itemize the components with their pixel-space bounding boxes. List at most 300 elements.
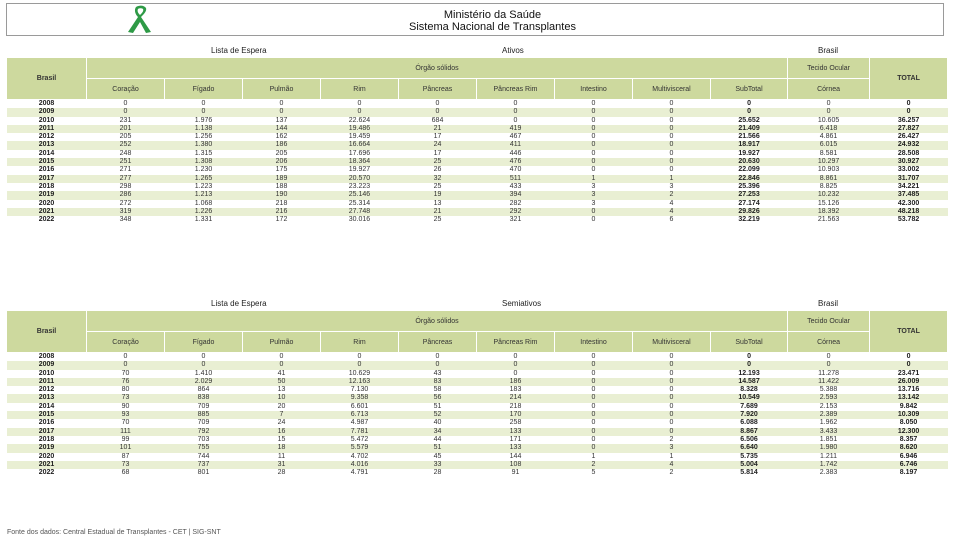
table-cell: 272 bbox=[119, 199, 132, 207]
table-cell: 24 bbox=[277, 419, 286, 427]
table-cell: 0 bbox=[123, 353, 128, 360]
table-cell: 10.903 bbox=[817, 166, 840, 174]
table-cell: 22.624 bbox=[348, 116, 371, 124]
table-cell: 27.174 bbox=[738, 199, 760, 207]
table-cell: 9.358 bbox=[321, 394, 399, 402]
header-orgaos-solidos: Órgão sólidos bbox=[87, 311, 788, 332]
table-row bbox=[7, 436, 948, 444]
table-cell: 20 bbox=[277, 402, 286, 410]
header-cornea: Córnea bbox=[788, 79, 870, 100]
table-ativos bbox=[6, 57, 948, 224]
table-cell: 2.383 bbox=[819, 469, 838, 477]
table-cell: 0 bbox=[165, 361, 243, 369]
table-cell: 4.987 bbox=[350, 419, 369, 427]
table-cell: 3.433 bbox=[788, 428, 870, 436]
table-cell: 6.640 bbox=[711, 444, 788, 452]
table-cell: 709 bbox=[197, 402, 210, 410]
table-cell: 1.315 bbox=[194, 149, 213, 157]
table-cell: 1 bbox=[633, 175, 711, 183]
table-cell: 44 bbox=[433, 435, 442, 443]
table-cell: 467 bbox=[509, 133, 522, 141]
status-label-ativos: Ativos bbox=[502, 46, 524, 55]
table-cell: 93 bbox=[87, 411, 165, 419]
row-year: 2008 bbox=[38, 353, 55, 360]
table-cell: 80 bbox=[121, 386, 130, 394]
table-cell: 20.570 bbox=[321, 175, 399, 183]
table-cell: 0 bbox=[399, 108, 477, 116]
table-cell: 23.223 bbox=[348, 182, 371, 190]
table-cell: 28 bbox=[277, 469, 286, 477]
table-cell: 2 bbox=[669, 469, 674, 477]
table-cell: 21.563 bbox=[817, 216, 840, 224]
table-cell: 8.197 bbox=[899, 469, 918, 477]
table-row bbox=[7, 150, 948, 158]
header-subtotal: SubTotal bbox=[711, 332, 788, 353]
table-row bbox=[7, 133, 948, 141]
table-cell: 10.309 bbox=[870, 411, 948, 419]
table-row bbox=[7, 444, 948, 452]
table-cell: 17 bbox=[433, 133, 442, 141]
table-row bbox=[7, 208, 948, 216]
table-cell: 25 bbox=[433, 182, 442, 190]
header-rim: Rim bbox=[321, 79, 399, 100]
table-cell: 2 bbox=[555, 461, 633, 469]
table-semiativos-caption bbox=[6, 297, 947, 310]
row-year: 2018 bbox=[38, 435, 55, 443]
table-cell: 792 bbox=[165, 428, 243, 436]
table-cell: 19.927 bbox=[348, 166, 371, 174]
table-cell: 0 bbox=[243, 361, 321, 369]
table-cell: 12.300 bbox=[870, 428, 948, 436]
table-cell: 26.009 bbox=[870, 378, 948, 386]
header-pancreas-rim: Pâncreas Rim bbox=[477, 332, 555, 353]
header-brasil: Brasil bbox=[7, 311, 87, 353]
table-row bbox=[7, 183, 948, 191]
table-row bbox=[7, 411, 948, 419]
table-cell: 111 bbox=[87, 428, 165, 436]
table-cell: 0 bbox=[555, 378, 633, 386]
table-cell: 251 bbox=[87, 158, 165, 166]
table-cell: 19.927 bbox=[738, 149, 760, 157]
table-cell: 0 bbox=[633, 158, 711, 166]
table-cell: 7.689 bbox=[740, 402, 758, 410]
table-cell: 321 bbox=[509, 216, 522, 224]
table-row bbox=[7, 461, 948, 469]
table-cell: 188 bbox=[275, 182, 288, 190]
table-cell: 271 bbox=[119, 166, 132, 174]
table-cell: 18 bbox=[243, 444, 321, 452]
table-cell: 1.331 bbox=[194, 216, 213, 224]
table-cell: 0 bbox=[555, 141, 633, 149]
table-cell: 0 bbox=[591, 369, 596, 377]
table-row bbox=[7, 125, 948, 133]
table-cell: 0 bbox=[555, 208, 633, 216]
table-cell: 0 bbox=[591, 419, 596, 427]
row-year: 2016 bbox=[38, 166, 55, 174]
table-cell: 0 bbox=[826, 100, 831, 107]
table-cell: 0 bbox=[555, 444, 633, 452]
table-cell: 48.218 bbox=[870, 208, 948, 216]
table-cell: 37.485 bbox=[870, 191, 948, 199]
table-cell: 10.232 bbox=[788, 191, 870, 199]
table-cell: 0 bbox=[870, 361, 948, 369]
table-cell: 2 bbox=[633, 191, 711, 199]
system-name: Sistema Nacional de Transplantes bbox=[409, 21, 576, 33]
table-cell: 31.707 bbox=[870, 175, 948, 183]
table-cell: 2.029 bbox=[165, 378, 243, 386]
table-cell: 0 bbox=[669, 133, 674, 141]
table-row bbox=[7, 216, 948, 224]
table-cell: 162 bbox=[275, 133, 288, 141]
table-cell: 33.002 bbox=[897, 166, 920, 174]
table-cell: 25 bbox=[399, 158, 477, 166]
table-cell: 3 bbox=[633, 444, 711, 452]
table-cell: 1 bbox=[591, 452, 596, 460]
table-cell: 838 bbox=[165, 394, 243, 402]
table-cell: 0 bbox=[591, 116, 596, 124]
table-cell: 40 bbox=[433, 419, 442, 427]
table-row bbox=[7, 166, 948, 174]
row-year: 2009 bbox=[7, 108, 87, 116]
table-cell: 68 bbox=[121, 469, 130, 477]
header-orgaos-solidos: Órgão sólidos bbox=[87, 58, 788, 79]
table-cell: 0 bbox=[555, 411, 633, 419]
table-cell: 1.380 bbox=[165, 141, 243, 149]
row-year: 2016 bbox=[38, 419, 55, 427]
table-cell: 99 bbox=[121, 435, 130, 443]
table-cell: 183 bbox=[509, 386, 522, 394]
table-cell: 419 bbox=[477, 125, 555, 133]
table-cell: 8.620 bbox=[870, 444, 948, 452]
table-cell: 17.696 bbox=[348, 149, 371, 157]
table-cell: 186 bbox=[243, 141, 321, 149]
row-year: 2014 bbox=[38, 402, 55, 410]
table-cell: 10 bbox=[243, 394, 321, 402]
header-brasil: Brasil bbox=[7, 58, 87, 100]
row-year: 2013 bbox=[7, 141, 87, 149]
table-cell: 201 bbox=[87, 125, 165, 133]
table-row bbox=[7, 453, 948, 461]
table-cell: 0 bbox=[669, 149, 674, 157]
ministry-title bbox=[7, 9, 943, 33]
table-cell: 0 bbox=[591, 353, 596, 360]
row-year: 2011 bbox=[7, 378, 87, 386]
table-cell: 36.257 bbox=[897, 116, 920, 124]
table-cell: 4.791 bbox=[350, 469, 369, 477]
table-cell: 0 bbox=[669, 402, 674, 410]
table-cell: 0 bbox=[555, 108, 633, 116]
row-year: 2008 bbox=[38, 100, 55, 107]
table-cell: 282 bbox=[509, 199, 522, 207]
table-cell: 801 bbox=[197, 469, 210, 477]
table-cell: 864 bbox=[197, 386, 210, 394]
table-cell: 32.219 bbox=[738, 216, 760, 224]
lista-espera-label: Lista de Espera bbox=[211, 46, 267, 55]
table-cell: 3 bbox=[555, 191, 633, 199]
table-cell: 0 bbox=[591, 149, 596, 157]
table-cell: 0 bbox=[906, 353, 911, 360]
table-semiativos-section bbox=[6, 297, 947, 477]
table-cell: 11.278 bbox=[818, 369, 839, 377]
table-cell: 0 bbox=[279, 353, 284, 360]
table-row bbox=[7, 158, 948, 166]
table-ativos-body bbox=[7, 100, 948, 225]
table-row bbox=[7, 100, 948, 109]
table-cell: 9.842 bbox=[899, 402, 918, 410]
header-multivisceral: Multivisceral bbox=[633, 79, 711, 100]
table-cell: 4 bbox=[633, 208, 711, 216]
row-year: 2012 bbox=[38, 133, 55, 141]
table-cell: 51 bbox=[433, 402, 442, 410]
row-year: 2021 bbox=[7, 461, 87, 469]
table-cell: 3 bbox=[591, 199, 596, 207]
header-figado: Fígado bbox=[165, 332, 243, 353]
table-cell: 703 bbox=[197, 435, 210, 443]
table-cell: 1.976 bbox=[194, 116, 213, 124]
table-cell: 2.153 bbox=[819, 402, 838, 410]
table-cell: 28.508 bbox=[897, 149, 920, 157]
table-cell: 0 bbox=[201, 353, 206, 360]
table-cell: 0 bbox=[747, 353, 751, 360]
table-cell: 0 bbox=[201, 100, 206, 107]
table-row bbox=[7, 370, 948, 378]
table-cell: 394 bbox=[477, 191, 555, 199]
table-cell: 19 bbox=[399, 191, 477, 199]
table-cell: 7 bbox=[243, 411, 321, 419]
table-cell: 73 bbox=[87, 461, 165, 469]
table-cell: 1.962 bbox=[819, 419, 838, 427]
row-year: 2014 bbox=[38, 149, 55, 157]
table-semiativos bbox=[6, 310, 948, 477]
table-cell: 0 bbox=[321, 361, 399, 369]
table-cell: 41 bbox=[277, 369, 286, 377]
table-cell: 21 bbox=[399, 208, 477, 216]
table-cell: 8.357 bbox=[899, 435, 918, 443]
table-cell: 8.867 bbox=[711, 428, 788, 436]
table-cell: 4.861 bbox=[819, 133, 838, 141]
table-cell: 0 bbox=[633, 361, 711, 369]
table-cell: 52 bbox=[399, 411, 477, 419]
table-cell: 10.605 bbox=[817, 116, 840, 124]
table-cell: 21.409 bbox=[711, 125, 788, 133]
table-cell: 4 bbox=[669, 199, 674, 207]
table-cell: 33 bbox=[399, 461, 477, 469]
table-cell: 0 bbox=[591, 216, 596, 224]
table-cell: 755 bbox=[165, 444, 243, 452]
row-year: 2020 bbox=[38, 452, 55, 460]
table-cell: 1.230 bbox=[194, 166, 213, 174]
table-cell: 15 bbox=[277, 435, 286, 443]
table-row bbox=[7, 394, 948, 402]
table-cell: 28 bbox=[433, 469, 442, 477]
table-cell: 15.126 bbox=[817, 199, 840, 207]
table-ativos-caption bbox=[6, 44, 947, 57]
table-cell: 1 bbox=[669, 452, 674, 460]
table-cell: 0 bbox=[357, 353, 362, 360]
table-cell: 885 bbox=[165, 411, 243, 419]
table-cell: 18.917 bbox=[711, 141, 788, 149]
table-cell: 684 bbox=[431, 116, 444, 124]
table-cell: 73 bbox=[87, 394, 165, 402]
row-year: 2017 bbox=[7, 428, 87, 436]
header-figado: Fígado bbox=[165, 79, 243, 100]
table-cell: 25.146 bbox=[321, 191, 399, 199]
table-cell: 231 bbox=[119, 116, 132, 124]
row-year: 2021 bbox=[7, 208, 87, 216]
table-cell: 171 bbox=[509, 435, 522, 443]
header-tecido-ocular: Tecido Ocular bbox=[788, 311, 870, 332]
table-cell: 206 bbox=[243, 158, 321, 166]
table-cell: 0 bbox=[669, 386, 674, 394]
table-cell: 218 bbox=[509, 402, 522, 410]
row-year: 2015 bbox=[7, 158, 87, 166]
table-cell: 8.581 bbox=[819, 149, 838, 157]
table-cell: 0 bbox=[633, 411, 711, 419]
header-intestino: Intestino bbox=[555, 332, 633, 353]
table-cell: 11 bbox=[277, 452, 286, 460]
row-year: 2013 bbox=[7, 394, 87, 402]
header-multivisceral: Multivisceral bbox=[633, 332, 711, 353]
header-pulmao: Pulmão bbox=[243, 332, 321, 353]
table-cell: 12.163 bbox=[321, 378, 399, 386]
table-cell: 744 bbox=[197, 452, 210, 460]
table-cell: 0 bbox=[591, 386, 596, 394]
table-row bbox=[7, 200, 948, 208]
table-cell: 108 bbox=[477, 461, 555, 469]
table-cell: 0 bbox=[669, 100, 674, 107]
table-cell: 26 bbox=[433, 166, 442, 174]
table-cell: 24 bbox=[399, 141, 477, 149]
table-cell: 0 bbox=[357, 100, 362, 107]
table-cell: 14.587 bbox=[711, 378, 788, 386]
table-cell: 8.328 bbox=[740, 386, 758, 394]
table-cell: 277 bbox=[87, 175, 165, 183]
row-year: 2015 bbox=[7, 411, 87, 419]
table-cell: 1.410 bbox=[194, 369, 213, 377]
table-cell: 470 bbox=[509, 166, 522, 174]
table-row bbox=[7, 419, 948, 427]
table-cell: 24.932 bbox=[870, 141, 948, 149]
table-cell: 0 bbox=[633, 141, 711, 149]
header-subtotal: SubTotal bbox=[711, 79, 788, 100]
row-year: 2010 bbox=[38, 116, 55, 124]
table-cell: 6.015 bbox=[788, 141, 870, 149]
table-cell: 170 bbox=[477, 411, 555, 419]
table-cell: 19.486 bbox=[321, 125, 399, 133]
status-label-semiativos: Semiativos bbox=[502, 299, 542, 308]
table-cell: 0 bbox=[165, 108, 243, 116]
table-cell: 16 bbox=[243, 428, 321, 436]
table-cell: 29.826 bbox=[711, 208, 788, 216]
header-coracao: Coração bbox=[87, 332, 165, 353]
table-cell: 411 bbox=[477, 141, 555, 149]
table-cell: 0 bbox=[555, 125, 633, 133]
table-cell: 0 bbox=[633, 428, 711, 436]
table-cell: 10.629 bbox=[348, 369, 371, 377]
table-cell: 12.193 bbox=[738, 369, 760, 377]
lista-espera-label: Lista de Espera bbox=[211, 299, 267, 308]
table-cell: 133 bbox=[477, 428, 555, 436]
header-cornea: Córnea bbox=[788, 332, 870, 353]
table-cell: 34.221 bbox=[897, 182, 920, 190]
table-cell: 6.418 bbox=[788, 125, 870, 133]
table-cell: 0 bbox=[243, 108, 321, 116]
table-cell: 216 bbox=[243, 208, 321, 216]
table-cell: 0 bbox=[591, 100, 596, 107]
table-cell: 25.396 bbox=[738, 182, 760, 190]
table-cell: 0 bbox=[321, 108, 399, 116]
table-cell: 3 bbox=[591, 182, 596, 190]
table-cell: 7.781 bbox=[321, 428, 399, 436]
table-cell: 252 bbox=[87, 141, 165, 149]
table-cell: 17 bbox=[433, 149, 442, 157]
table-cell: 16.664 bbox=[321, 141, 399, 149]
table-cell: 137 bbox=[275, 116, 288, 124]
table-cell: 26.427 bbox=[897, 133, 920, 141]
table-cell: 0 bbox=[633, 125, 711, 133]
brasil-label: Brasil bbox=[818, 299, 839, 308]
table-row bbox=[7, 428, 948, 436]
table-cell: 8.050 bbox=[899, 419, 918, 427]
row-year: 2011 bbox=[7, 125, 87, 133]
table-cell: 83 bbox=[399, 378, 477, 386]
table-cell: 4.016 bbox=[321, 461, 399, 469]
header-intestino: Intestino bbox=[555, 79, 633, 100]
table-row bbox=[7, 378, 948, 386]
table-cell: 1.980 bbox=[788, 444, 870, 452]
table-cell: 23.471 bbox=[897, 369, 920, 377]
table-cell: 91 bbox=[511, 469, 520, 477]
table-cell: 76 bbox=[87, 378, 165, 386]
table-cell: 0 bbox=[747, 100, 751, 107]
table-cell: 0 bbox=[633, 378, 711, 386]
table-row bbox=[7, 117, 948, 125]
table-cell: 0 bbox=[513, 116, 518, 124]
table-cell: 0 bbox=[591, 133, 596, 141]
table-cell: 53.782 bbox=[897, 216, 920, 224]
table-cell: 18.364 bbox=[321, 158, 399, 166]
table-cell: 175 bbox=[275, 166, 288, 174]
table-cell: 70 bbox=[121, 369, 130, 377]
table-cell: 21 bbox=[399, 125, 477, 133]
table-cell: 1.256 bbox=[194, 133, 213, 141]
table-cell: 0 bbox=[591, 166, 596, 174]
table-cell: 5.579 bbox=[321, 444, 399, 452]
table-cell: 348 bbox=[119, 216, 132, 224]
table-cell: 1.223 bbox=[194, 182, 213, 190]
table-cell: 446 bbox=[509, 149, 522, 157]
row-year: 2017 bbox=[7, 175, 87, 183]
table-cell: 5.735 bbox=[740, 452, 758, 460]
table-cell: 22.846 bbox=[711, 175, 788, 183]
table-cell: 1.265 bbox=[165, 175, 243, 183]
table-row bbox=[7, 361, 948, 369]
table-cell: 22.099 bbox=[738, 166, 760, 174]
table-cell: 0 bbox=[513, 353, 518, 360]
table-cell: 205 bbox=[119, 133, 132, 141]
table-cell: 90 bbox=[121, 402, 130, 410]
table-cell: 0 bbox=[87, 108, 165, 116]
table-cell: 8.861 bbox=[788, 175, 870, 183]
table-cell: 70 bbox=[121, 419, 130, 427]
table-cell: 172 bbox=[275, 216, 288, 224]
table-cell: 0 bbox=[555, 158, 633, 166]
table-cell: 5.388 bbox=[819, 386, 838, 394]
table-cell: 6.088 bbox=[740, 419, 758, 427]
table-cell: 205 bbox=[275, 149, 288, 157]
table-cell: 0 bbox=[906, 100, 911, 107]
table-cell: 1.068 bbox=[194, 199, 213, 207]
